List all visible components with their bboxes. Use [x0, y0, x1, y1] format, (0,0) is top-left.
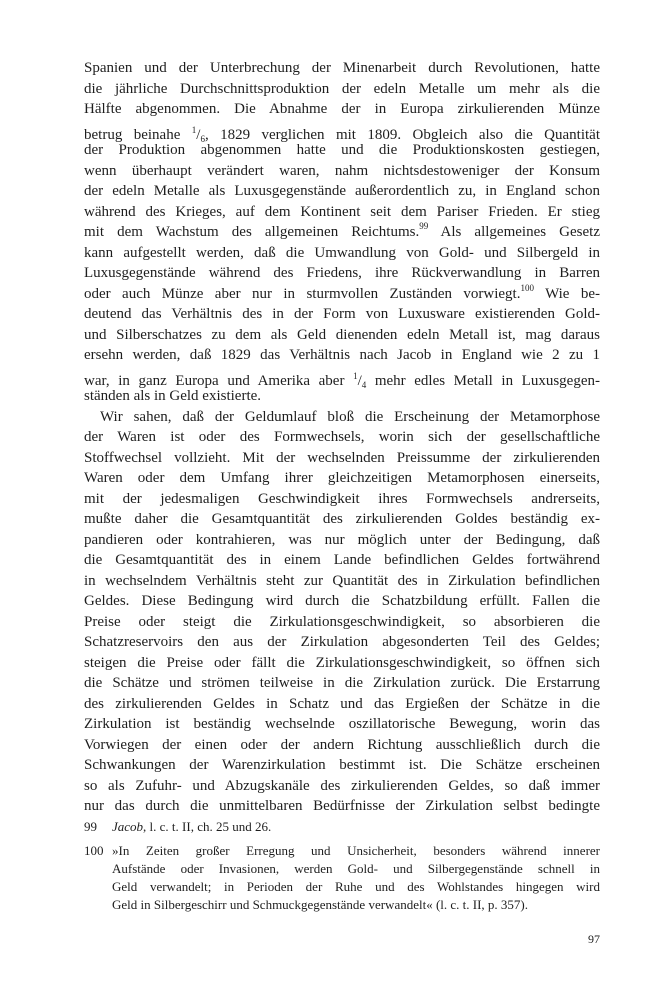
text-segment: , 1829 verglichen mit 1809. Obgleich also die Quantität [204, 126, 601, 143]
text-segment: betrug beinahe [84, 126, 192, 143]
text-line: Wir sahen, daß der Geldumlauf bloß die Erscheinung der Metamorphose [100, 408, 600, 425]
text-line: der Waren ist oder des Formwechsels, worin sich der gesellschaftliche [84, 429, 600, 445]
text-line: Stoffwechsel vollzieht. Mit der wechselnden Preissumme der zirkulierenden [84, 449, 600, 466]
text-line: Spanien und der Unterbrechung der Minenarbeit durch Revolutionen, hatte [84, 60, 600, 76]
text-line: Schwankungen der Warenzirkulation bestimmt ist. Die Schätze erscheinen [84, 757, 600, 773]
text-line: des zirkulierenden Geldes in Schatz und das Ergießen der Schätze in die [84, 695, 600, 712]
fraction-denominator: 4 [361, 379, 367, 390]
footnote-number: 100 [84, 843, 104, 858]
author-name: Jacob [112, 819, 144, 834]
text-line: Luxusgegenstände während des Friedens, ihre Rückverwandlung in Barren [84, 265, 600, 281]
footnote-99 [84, 818, 600, 836]
footnote-ref-99[interactable]: 99 [419, 221, 429, 231]
text-line: Preise oder steigt die Zirkulationsgeschwindigkeit, so absorbieren die [84, 613, 600, 630]
footnote-ref-100[interactable]: 100 [520, 282, 534, 293]
text-line: war, in ganz Europa und Amerika aber $^1/_4$ mehr edles Metall in Luxusgegen- [84, 370, 600, 390]
text-segment: war, in ganz Europa und Amerika aber [84, 372, 354, 389]
text-segment: oder auch Münze aber nur in sturmvollen Zuständen vorwiegt. [84, 285, 521, 302]
text-line: so als Zufuhr- und Abzugskanäle des zirkulierenden Geldes, so daß immer [84, 777, 600, 794]
text-line: in wechselndem Verhältnis steht zur Quantität des in Zirkulation befindlichen [84, 572, 600, 589]
footnote-100 [84, 842, 600, 914]
text-line: und Silberschatzes zu dem als Geld dienenden edeln Metall ist, mag daraus [84, 326, 600, 343]
page-number: 97 [588, 932, 600, 946]
text-line: der Produktion abgenommen hatte und die Produktionskosten gestiegen, [84, 142, 600, 158]
text-segment: mit dem Wachstum des allgemeinen Reichtums. [84, 224, 420, 240]
text-line: Vorwiegen der einen oder der andern Richtung ausschließlich durch die [84, 736, 600, 753]
text-line: wenn überhaupt verändert waren, nahm nichtsdestoweniger der Konsum [84, 162, 600, 179]
text-line: deutend das Verhältnis des in der Form von Luxusware existierenden Gold- [84, 306, 600, 322]
fraction-numerator: 1 [353, 370, 358, 381]
text-line: pandieren oder kontrahieren, was nur möglich unter der Bedingung, daß [84, 531, 600, 548]
text-line: steigen die Preise oder fällt die Zirkulationsgeschwindigkeit, so öffnen sich [84, 654, 600, 671]
text-line: mußte daher die Gesamtquantität des zirkulierenden Goldes beständig ex- [84, 511, 600, 527]
text-line: kann aufgestellt werden, daß die Umwandlung von Gold- und Silbergeld in [84, 244, 600, 261]
text-line: nur das durch die unmittelbaren Bedürfnisse der Zirkulation selbst bedingte [84, 798, 600, 814]
text-line: Hälfte abgenommen. Die Abnahme der in Europa zirkulierenden Münze [84, 101, 600, 117]
footnote-line: Geld in Silbergeschirr und Schmuckgegenstände verwandelt« (l. c. t. II, p. 357). [112, 897, 529, 912]
text-segment: Als allgemeines Gesetz [428, 224, 600, 240]
text-segment: mehr edles Metall in Luxusgegen- [366, 372, 600, 389]
footnote-line: »In Zeiten großer Erregung und Unsicherheit, besonders während innerer [112, 843, 600, 858]
text-line: ersehn werden, daß 1829 das Verhältnis nach Jacob in England wie 2 zu 1 [84, 347, 600, 363]
book-page [84, 58, 600, 978]
citation: , l. c. t. II, ch. 25 und 26. [143, 819, 272, 834]
text-line: Zirkulation ist beständig wechselnde oszillatorische Bewegung, worin das [84, 716, 600, 732]
text-line: während des Krieges, auf dem Kontinent seit dem Pariser Frieden. Er stieg [84, 203, 600, 220]
text-line: Waren oder dem Umfang ihrer gleichzeitigen Metamorphosen einerseits, [84, 470, 600, 486]
text-line: Schatzreservoirs den aus der Zirkulation abgesonderten Teil des Geldes; [84, 634, 600, 650]
text-line: betrug beinahe $^1/_6$, 1829 verglichen mit 1809. Obgleich also die Quantität [84, 124, 601, 144]
footnote-line: Aufstände oder Invasionen, werden Gold- und Silbergegenstände schnell in [112, 861, 600, 876]
text-line: mit der jedesmaligen Geschwindigkeit ihres Formwechsels andrerseits, [84, 490, 600, 507]
footnote-line: Geld verwandelt; in Perioden der Ruhe und des Wohlstandes hingegen wird [112, 879, 600, 894]
text-line: die jährliche Durchschnittsproduktion der edeln Metalle um mehr als die [84, 80, 600, 97]
footnotes [84, 818, 600, 914]
text-line: der edeln Metalle als Luxusgegenstände außerordentlich zu, in England schon [84, 183, 600, 199]
fraction-denominator: 6 [200, 133, 205, 144]
text-line: ständen als in Geld existierte. [84, 388, 262, 404]
text-segment: Wie be- [533, 285, 601, 302]
text-line [84, 222, 600, 243]
text-line: Geldes. Diese Bedingung wird durch die Schatzbildung erfüllt. Fallen die [84, 593, 600, 609]
text-line: die Schätze und strömen teilweise in die Zirkulation zurück. Die Erstarrung [84, 675, 600, 691]
text-line: die Gesamtquantität des in einem Lande befindlichen Geldes fortwährend [84, 552, 600, 568]
footnote-text [112, 818, 600, 836]
text-line [84, 284, 600, 305]
footnote-number: 99 [84, 819, 97, 834]
footnote-text [112, 842, 600, 914]
fraction-numerator: 1 [191, 124, 197, 135]
body-text [84, 58, 600, 817]
